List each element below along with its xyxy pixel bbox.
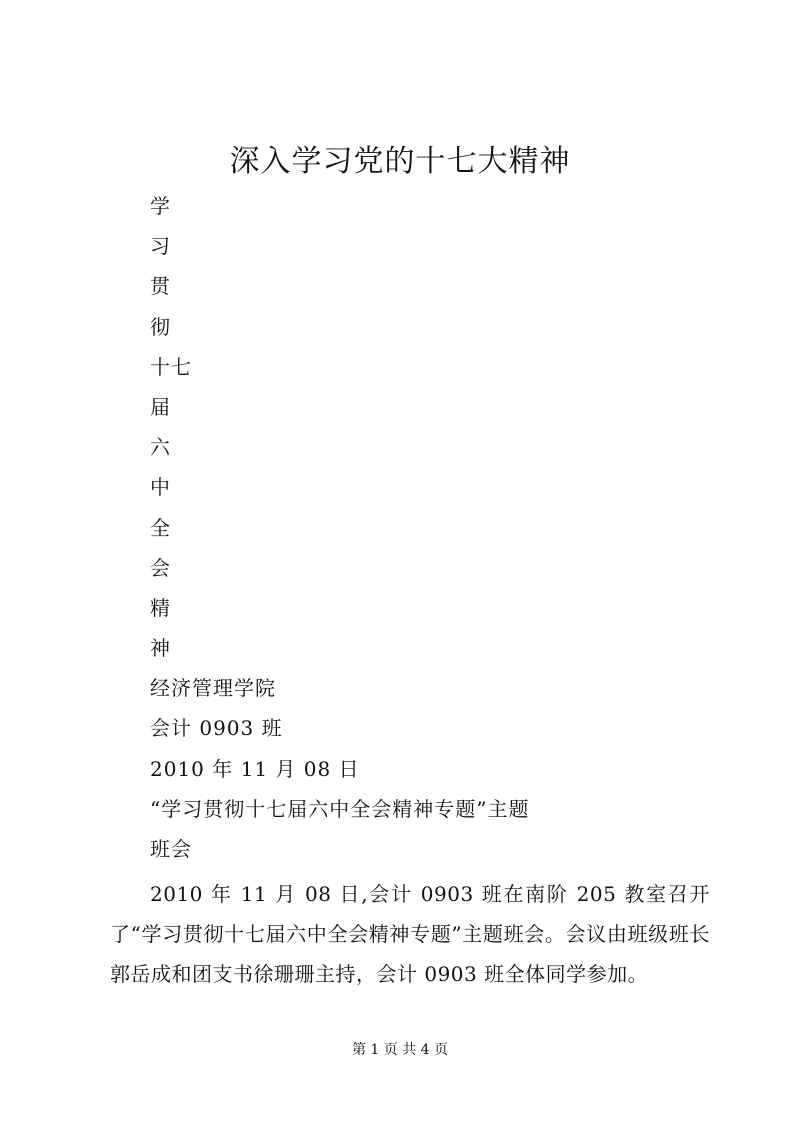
meeting-type: 班会 (150, 837, 192, 861)
date-line: 2010 年 11 月 08 日 (150, 756, 360, 781)
cover-line: 精 (150, 595, 171, 620)
cover-line: 届 (150, 394, 171, 419)
page-title: 深入学习党的十七大精神 (229, 144, 571, 179)
cover-line: 中 (150, 475, 171, 500)
cover-line: 十七 (150, 354, 192, 379)
cover-line: 习 (150, 234, 171, 259)
cover-lines (150, 190, 529, 873)
page-footer: 第 1 页 共 4 页 (351, 1042, 449, 1058)
body-paragraph: 2010 年 11 月 08 日,会计 0903 班在南阶 205 教室召开了“学习贯彻十七届六中全会精神专题”主题班会。会议由班级班长郭岳成和团支书徐珊珊主持，会计 0903 班全体同学参加。 (110, 882, 710, 986)
class-name: 会计 0903 班 (150, 716, 283, 741)
cover-line: 彻 (150, 314, 171, 339)
cover-line: 会 (150, 555, 171, 580)
school-name: 经济管理学院 (150, 676, 276, 701)
cover-line: 学 (150, 194, 171, 218)
cover-line: 六 (150, 435, 171, 460)
cover-line: 全 (150, 515, 171, 540)
cover-line: 贯 (150, 274, 171, 299)
meeting-topic: “学习贯彻十七届六中全会精神专题”主题 (150, 796, 530, 821)
cover-line: 神 (150, 636, 171, 661)
